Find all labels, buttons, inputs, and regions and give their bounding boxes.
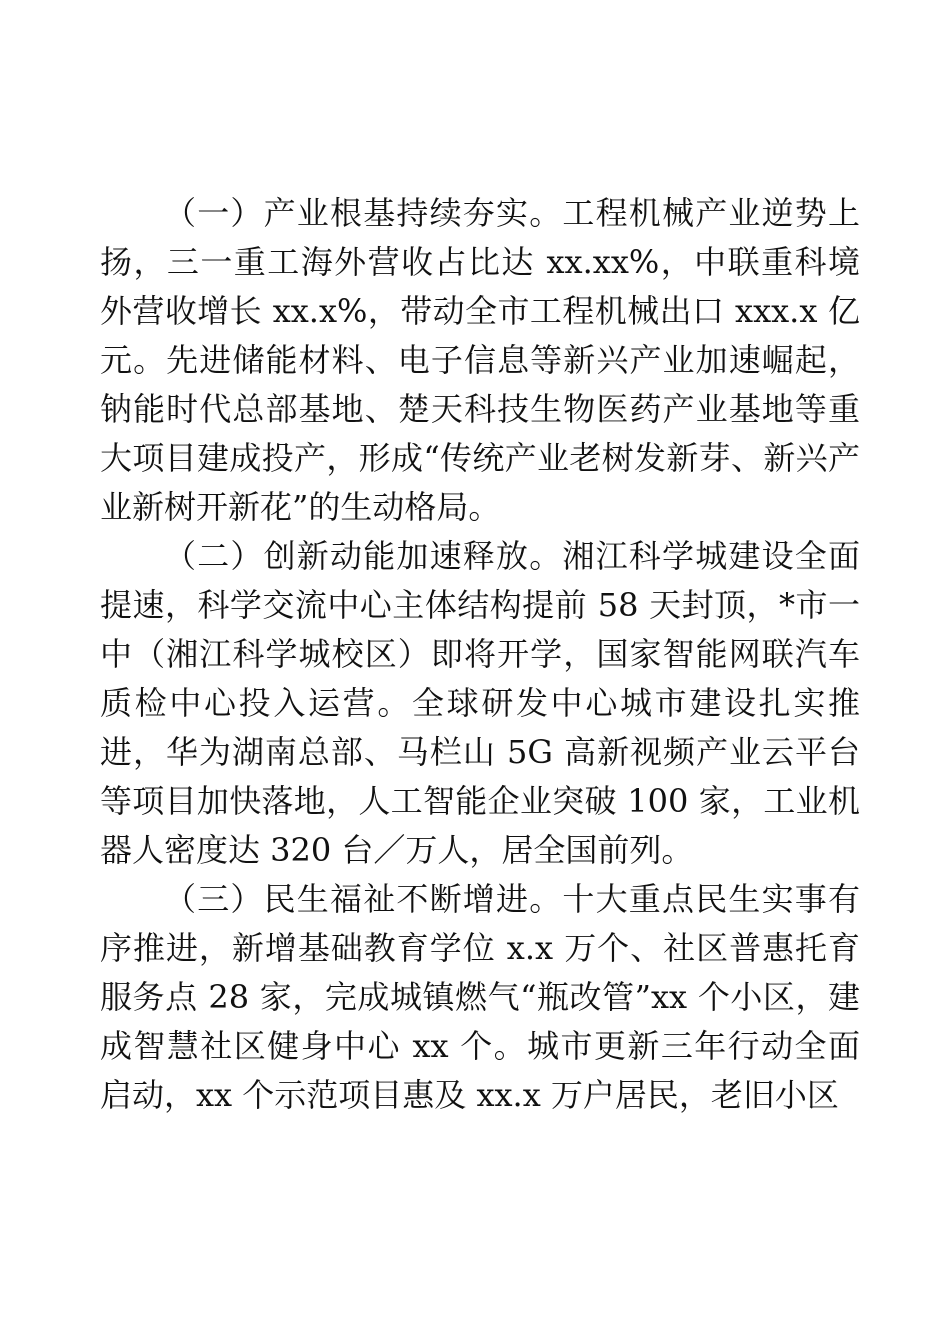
document-body xyxy=(100,189,860,1120)
paragraph-livelihood: （三）民生福祉不断增进。十大重点民生实事有序推进，新增基础教育学位 x.x 万个、社区普惠托育服务点 28 家，完成城镇燃气“瓶改管”xx 个小区，建成智慧社区健身中心 xx 个。城市更新三年行动全面启动，xx 个示范项目惠及 xx.x 万户居民，老旧小区 xyxy=(100,880,860,1114)
paragraph-industry: （一）产业根基持续夯实。工程机械产业逆势上扬，三一重工海外营收占比达 xx.xx%，中联重科境外营收增长 xx.x%，带动全市工程机械出口 xxx.x 亿元。先进储能材料、电子信息等新兴产业加速崛起，钠能时代总部基地、楚天科技生物医药产业基地等重大项目建成投产，形成“传统产业老树发新芽、新兴产业新树开新花”的生动格局。 xyxy=(100,194,860,526)
paragraph-innovation: （二）创新动能加速释放。湘江科学城建设全面提速，科学交流中心主体结构提前 58 天封顶，*市一中（湘江科学城校区）即将开学，国家智能网联汽车质检中心投入运营。全球研发中心城市建设扎实推进，华为湖南总部、马栏山 5G 高新视频产业云平台等项目加快落地，人工智能企业突破 100 家，工业机器人密度达 320 台／万人，居全国前列。 xyxy=(100,537,860,869)
